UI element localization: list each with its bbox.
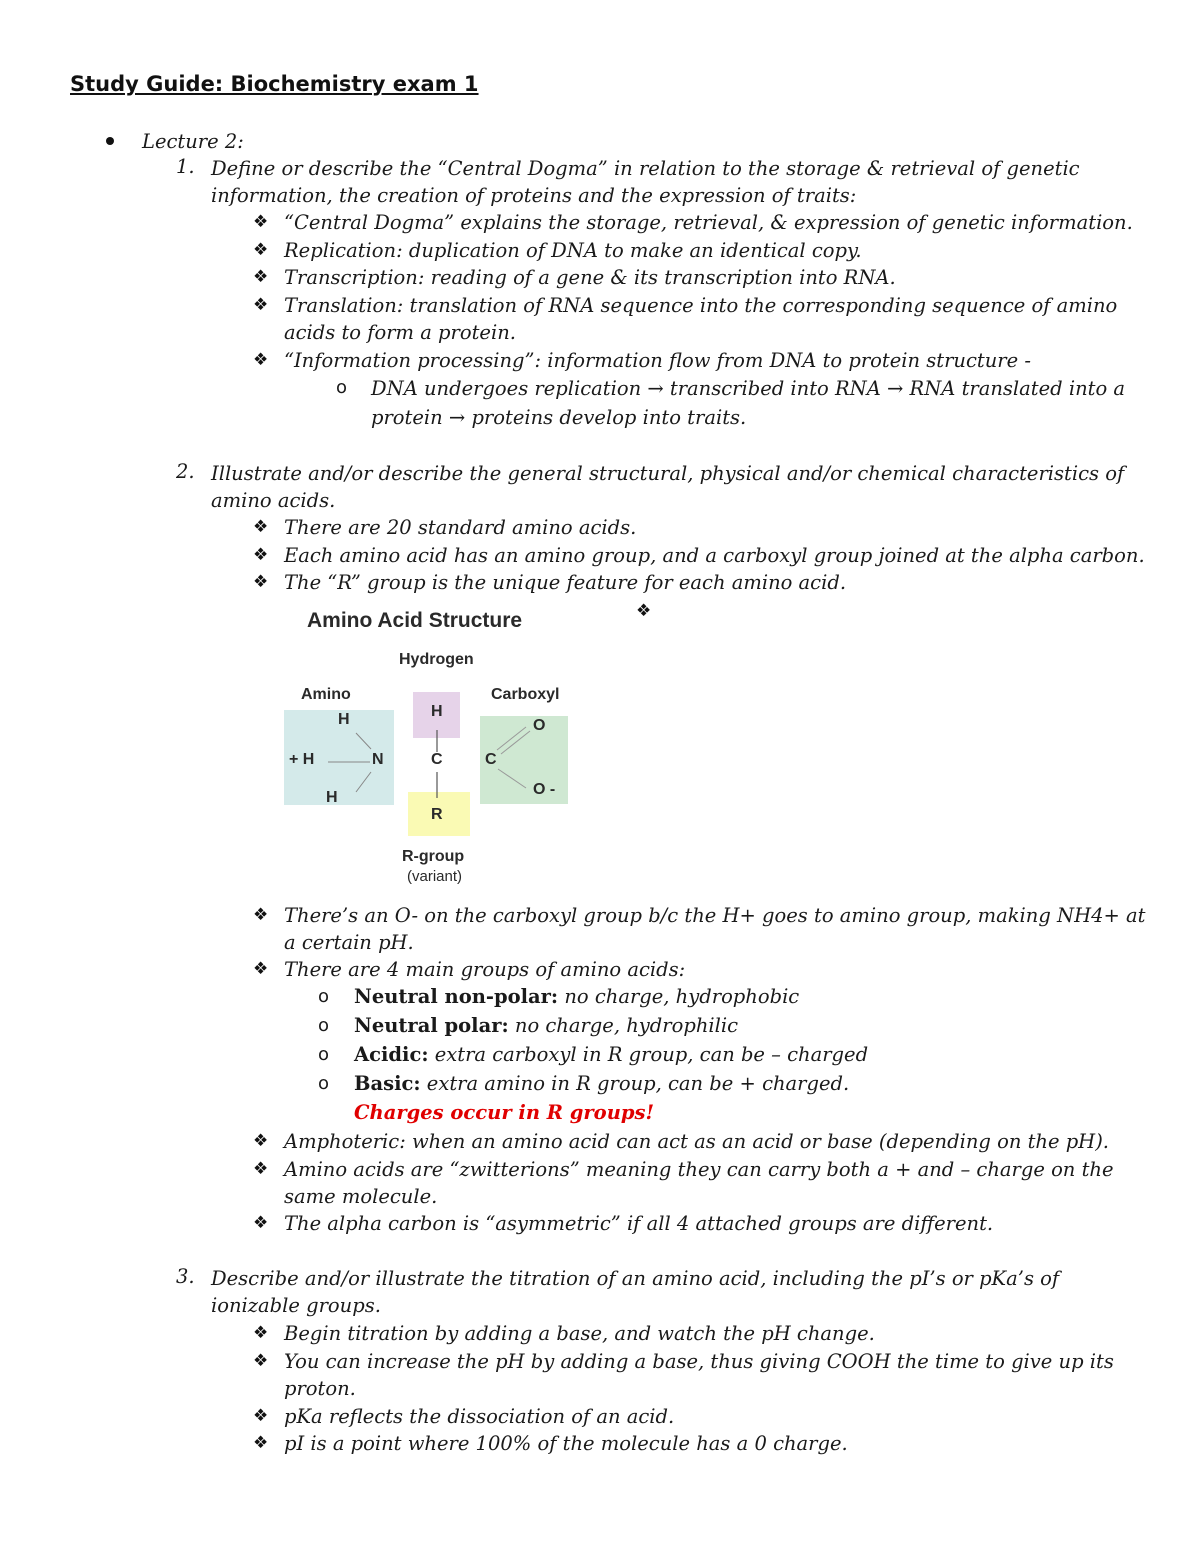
diamond-bullet-icon: ❖ (253, 350, 269, 370)
atom-h-amino-2: H (326, 789, 338, 806)
diamond-bullet-icon: ❖ (253, 267, 269, 287)
charges-note: Charges occur in R groups! (354, 1101, 655, 1124)
circle-bullet-icon: o (336, 377, 348, 398)
atom-o-minus: O - (533, 781, 556, 798)
diamond-bullet-icon: ❖ (253, 545, 269, 565)
atom-c-carboxyl: C (485, 751, 497, 768)
diamond-bullet-icon: ❖ (253, 1323, 269, 1343)
diamond-bullet-icon: ❖ (636, 601, 652, 621)
q3-bullet-1: Begin titration by adding a base, and watch the pH change. (284, 1322, 875, 1345)
group-name: Acidic: (354, 1043, 429, 1066)
atom-o-double: O (533, 717, 546, 734)
q1-line2: information, the creation of proteins and the expression of traits: (211, 184, 857, 207)
q2-bullet-2: Each amino acid has an amino group, and a carboxyl group joined at the alpha carbon. (284, 544, 1145, 567)
rgroup-label: R-group (402, 848, 465, 865)
atom-r: R (431, 806, 443, 823)
q1-bullet-1: “Central Dogma” explains the storage, retrieval, & expression of genetic information. (284, 211, 1133, 234)
q2-bullet-8b: same molecule. (284, 1185, 438, 1208)
circle-bullet-icon: o (318, 1015, 330, 1036)
diamond-bullet-icon: ❖ (253, 212, 269, 232)
atom-h-top: H (431, 703, 443, 720)
q3-line1: Describe and/or illustrate the titration of an amino acid, including the pI’s or pKa’s of (211, 1267, 1060, 1290)
group-desc: extra amino in R group, can be + charged. (420, 1072, 850, 1095)
group-row (354, 1012, 738, 1039)
atom-c-center: C (431, 751, 443, 768)
diamond-bullet-icon: ❖ (253, 1406, 269, 1426)
q2-line1: Illustrate and/or describe the general structural, physical and/or chemical characteristics of (211, 462, 1125, 485)
diamond-bullet-icon: ❖ (253, 959, 269, 979)
group-name: Basic: (354, 1072, 421, 1095)
group-name: Neutral non-polar: (354, 985, 559, 1008)
q3-bullet-3: pKa reflects the dissociation of an acid. (284, 1405, 675, 1428)
q2-bullet-9: The alpha carbon is “asymmetric” if all 4 attached groups are different. (284, 1212, 994, 1235)
q3-bullet-4: pI is a point where 100% of the molecule has a 0 charge. (284, 1432, 848, 1455)
q2-bullet-5a: There’s an O- on the carboxyl group b/c the H+ goes to amino group, making NH4+ at (284, 904, 1146, 927)
q3-bullet-2b: proton. (284, 1377, 356, 1400)
q2-bullet-7: Amphoteric: when an amino acid can act as an acid or base (depending on the pH). (284, 1130, 1109, 1153)
q1-bullet-4a: Translation: translation of RNA sequence into the corresponding sequence of amino (284, 294, 1118, 317)
q1-line1: Define or describe the “Central Dogma” in relation to the storage & retrieval of genetic (211, 157, 1080, 180)
diamond-bullet-icon: ❖ (253, 1159, 269, 1179)
group-desc: extra carboxyl in R group, can be – charged (428, 1043, 869, 1066)
diamond-bullet-icon: ❖ (253, 1213, 269, 1233)
circle-bullet-icon: o (318, 986, 330, 1007)
diamond-bullet-icon: ❖ (253, 1351, 269, 1371)
bullet-dot (106, 137, 114, 145)
diamond-bullet-icon: ❖ (253, 295, 269, 315)
diamond-bullet-icon: ❖ (253, 905, 269, 925)
q1-bullet-5: “Information processing”: information flow from DNA to protein structure - (284, 349, 1031, 372)
circle-bullet-icon: o (318, 1044, 330, 1065)
q2-bullet-6: There are 4 main groups of amino acids: (284, 958, 686, 981)
atom-n: N (372, 751, 384, 768)
diamond-bullet-icon: ❖ (253, 240, 269, 260)
group-row (354, 983, 799, 1010)
q2-bullet-5b: a certain pH. (284, 931, 414, 954)
atom-h-amino-1: H (338, 711, 350, 728)
q3-bullet-2a: You can increase the pH by adding a base, thus giving COOH the time to give up its (284, 1350, 1114, 1373)
variant-label: (variant) (407, 868, 463, 885)
group-desc: no charge, hydrophilic (508, 1014, 739, 1037)
diamond-bullet-icon: ❖ (253, 517, 269, 537)
q3-line2: ionizable groups. (211, 1294, 381, 1317)
q1-bullet-2: Replication: duplication of DNA to make an identical copy. (284, 239, 862, 262)
q1-sub-1a: DNA undergoes replication → transcribed into RNA → RNA translated into a (371, 377, 1126, 400)
q2-line2: amino acids. (211, 489, 336, 512)
lecture-label: Lecture 2: (142, 130, 244, 153)
amino-label: Amino (301, 686, 351, 703)
q1-sub-1b: protein → proteins develop into traits. (371, 406, 747, 429)
q2-bullet-3: The “R” group is the unique feature for each amino acid. (284, 571, 847, 594)
diagram-title: Amino Acid Structure (307, 609, 523, 632)
diamond-bullet-icon: ❖ (253, 572, 269, 592)
q1-bullet-4b: acids to form a protein. (284, 321, 516, 344)
q1-number: 1. (176, 155, 195, 178)
group-desc: no charge, hydrophobic (558, 985, 800, 1008)
group-name: Neutral polar: (354, 1014, 509, 1037)
carboxyl-label: Carboxyl (491, 686, 560, 703)
group-row (354, 1070, 849, 1097)
circle-bullet-icon: o (318, 1073, 330, 1094)
group-row (354, 1041, 868, 1068)
page-title: Study Guide: Biochemistry exam 1 (70, 72, 479, 96)
amino-acid-diagram (270, 600, 600, 900)
diamond-bullet-icon: ❖ (253, 1131, 269, 1151)
atom-plus-h: + H (289, 751, 315, 768)
hydrogen-label: Hydrogen (399, 651, 474, 668)
q2-number: 2. (176, 460, 195, 483)
q2-bullet-8a: Amino acids are “zwitterions” meaning they can carry both a + and – charge on the (284, 1158, 1114, 1181)
q2-bullet-1: There are 20 standard amino acids. (284, 516, 637, 539)
q3-number: 3. (176, 1265, 195, 1288)
diamond-bullet-icon: ❖ (253, 1433, 269, 1453)
q1-bullet-3: Transcription: reading of a gene & its transcription into RNA. (284, 266, 896, 289)
